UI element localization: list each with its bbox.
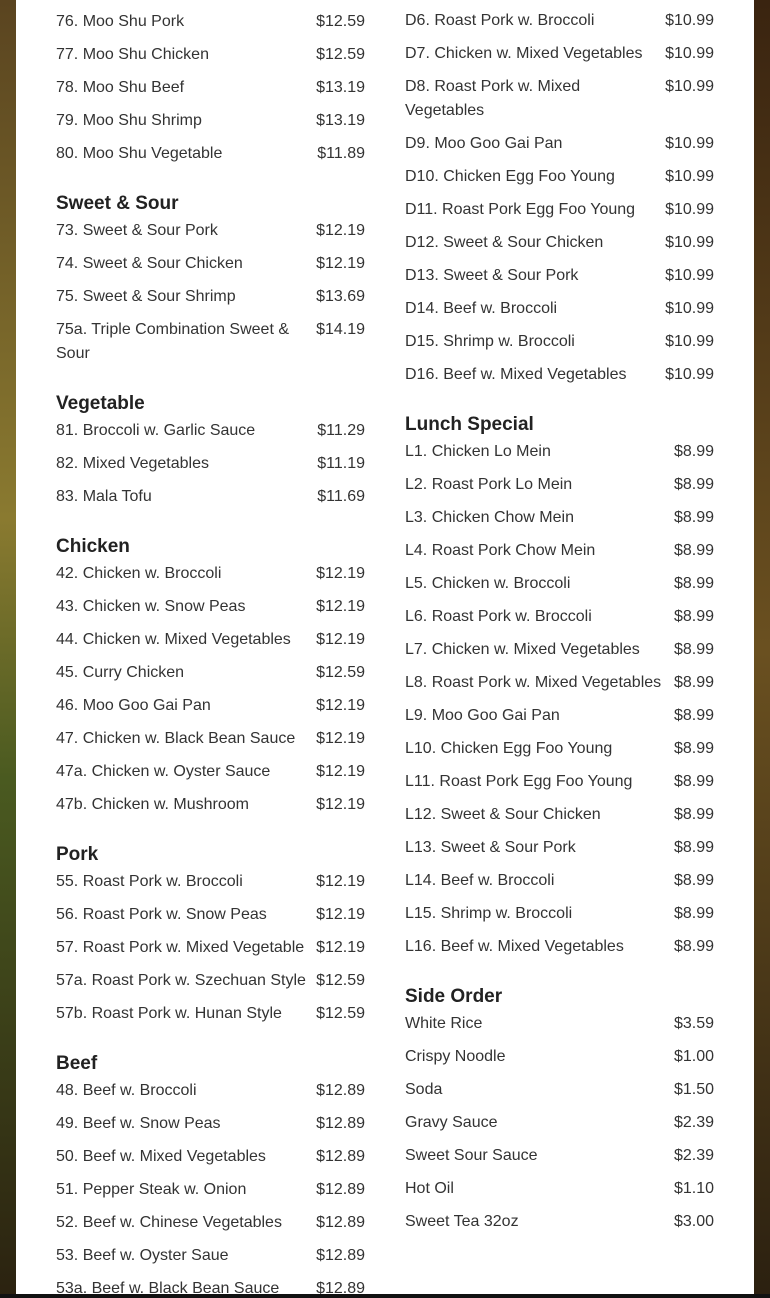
menu-item-price: $11.89: [317, 145, 365, 162]
menu-item-name: L4. Roast Pork Chow Mein: [405, 542, 596, 559]
menu-item-name: D15. Shrimp w. Broccoli: [405, 333, 575, 350]
menu-item-price: $12.19: [316, 873, 365, 890]
menu-item[interactable]: [405, 803, 714, 836]
menu-item-name: 74. Sweet & Sour Chicken: [56, 255, 243, 272]
menu-item-name: D14. Beef w. Broccoli: [405, 300, 558, 317]
background-right: [754, 0, 770, 1298]
menu-item[interactable]: [56, 219, 365, 252]
menu-item-price: $8.99: [673, 674, 714, 691]
menu-item-name: 53a. Beef w. Black Bean Sauce: [56, 1280, 280, 1294]
menu-item-name: 57b. Roast Pork w. Hunan Style: [56, 1005, 282, 1022]
section-title: Sweet & Sour: [56, 193, 179, 214]
menu-section-beef: [56, 1049, 365, 1294]
menu-item-name: 55. Roast Pork w. Broccoli: [56, 873, 243, 890]
menu-item-price: $12.19: [316, 906, 365, 923]
background-left: [0, 0, 16, 1298]
menu-item-price: $12.89: [316, 1148, 365, 1165]
menu-item[interactable]: [405, 132, 714, 165]
menu-item-name: White Rice: [405, 1015, 483, 1032]
menu-item-name: 75. Sweet & Sour Shrimp: [56, 288, 236, 305]
section-title: Beef: [56, 1053, 98, 1074]
menu-section-vegetable: [56, 389, 365, 518]
menu-item-name: D12. Sweet & Sour Chicken: [405, 234, 604, 251]
menu-item[interactable]: [405, 605, 714, 638]
menu-item-price: $1.00: [673, 1048, 714, 1065]
menu-item-price: $14.19: [316, 321, 365, 338]
menu-item[interactable]: [405, 572, 714, 605]
menu-item-name: 48. Beef w. Broccoli: [56, 1082, 197, 1099]
menu-item-price: $12.89: [316, 1115, 365, 1132]
menu-item-price: $10.99: [665, 366, 714, 383]
section-spacer: [405, 0, 714, 9]
menu-item-name: D6. Roast Pork w. Broccoli: [405, 12, 595, 29]
bottom-edge: [0, 1294, 770, 1298]
menu-item-price: $11.29: [317, 422, 365, 439]
menu-item-name: Hot Oil: [405, 1180, 454, 1197]
menu-item-price: $11.19: [317, 455, 365, 472]
menu-item[interactable]: [405, 935, 714, 968]
menu-item-name: 57. Roast Pork w. Mixed Vegetable: [56, 939, 305, 956]
menu-item-price: $12.19: [316, 796, 365, 813]
menu-item-price: $8.99: [673, 905, 714, 922]
menu-item-name: D8. Roast Pork w. Mixed Vegetables: [405, 78, 581, 119]
menu-item-name: 76. Moo Shu Pork: [56, 13, 185, 30]
menu-item[interactable]: [405, 539, 714, 572]
menu-item-price: $12.59: [316, 972, 365, 989]
menu-item-price: $10.99: [665, 300, 714, 317]
menu-item-name: 47a. Chicken w. Oyster Sauce: [56, 763, 271, 780]
menu-item-name: 50. Beef w. Mixed Vegetables: [56, 1148, 266, 1165]
menu-item-name: Crispy Noodle: [405, 1048, 506, 1065]
menu-item-price: $10.99: [665, 135, 714, 152]
menu-item[interactable]: [56, 870, 365, 903]
menu-item[interactable]: [56, 10, 365, 43]
menu-item[interactable]: [405, 1012, 714, 1045]
menu-item-name: L1. Chicken Lo Mein: [405, 443, 551, 460]
menu-item-price: $10.99: [665, 168, 714, 185]
menu-item[interactable]: [56, 1002, 365, 1035]
menu-item-price: $12.19: [316, 697, 365, 714]
menu-item[interactable]: [56, 628, 365, 661]
menu-item[interactable]: [405, 1111, 714, 1144]
menu-item-name: 81. Broccoli w. Garlic Sauce: [56, 422, 256, 439]
menu-item[interactable]: [56, 661, 365, 694]
menu-item-price: $8.99: [673, 938, 714, 955]
menu-item[interactable]: [405, 75, 714, 132]
menu-item-price: $12.19: [316, 222, 365, 239]
menu-item[interactable]: [56, 452, 365, 485]
menu-item-price: $12.89: [316, 1280, 365, 1294]
menu-item-price: $12.89: [316, 1181, 365, 1198]
menu-item-price: $12.19: [316, 255, 365, 272]
menu-item[interactable]: [56, 936, 365, 969]
menu-item-name: D11. Roast Pork Egg Foo Young: [405, 201, 636, 218]
menu-item-name: D13. Sweet & Sour Pork: [405, 267, 579, 284]
menu-item[interactable]: [56, 903, 365, 936]
menu-item[interactable]: [405, 638, 714, 671]
menu-item-name: L14. Beef w. Broccoli: [405, 872, 555, 889]
menu-item[interactable]: [405, 770, 714, 803]
menu-item-name: L3. Chicken Chow Mein: [405, 509, 574, 526]
menu-item-name: L10. Chicken Egg Foo Young: [405, 740, 613, 757]
menu-column-right: [405, 0, 714, 1257]
menu-item-name: 43. Chicken w. Snow Peas: [56, 598, 246, 615]
menu-item[interactable]: [56, 1244, 365, 1277]
menu-item-price: $3.00: [673, 1213, 714, 1230]
menu-item-name: Soda: [405, 1081, 443, 1098]
menu-item-price: $8.99: [673, 476, 714, 493]
menu-item-price: $8.99: [673, 509, 714, 526]
menu-item[interactable]: [405, 42, 714, 75]
menu-item-price: $8.99: [673, 872, 714, 889]
menu-item[interactable]: [56, 318, 365, 375]
menu-item[interactable]: [56, 1211, 365, 1244]
menu-item-name: 51. Pepper Steak w. Onion: [56, 1181, 247, 1198]
menu-item-name: L6. Roast Pork w. Broccoli: [405, 608, 592, 625]
menu-item-price: $13.19: [316, 112, 365, 129]
section-title: Side Order: [405, 986, 503, 1007]
menu-item[interactable]: [56, 1145, 365, 1178]
menu-item-price: $8.99: [673, 707, 714, 724]
menu-item[interactable]: [405, 1210, 714, 1243]
menu-item-name: 57a. Roast Pork w. Szechuan Style: [56, 972, 306, 989]
menu-section-side-order: [405, 982, 714, 1243]
menu-item-price: $8.99: [673, 740, 714, 757]
menu-item-price: $12.89: [316, 1247, 365, 1264]
menu-item[interactable]: [56, 595, 365, 628]
menu-item[interactable]: [405, 363, 714, 396]
menu-item-name: 79. Moo Shu Shrimp: [56, 112, 202, 129]
menu-item[interactable]: [56, 43, 365, 76]
menu-item-price: $2.39: [673, 1147, 714, 1164]
menu-item-price: $10.99: [665, 12, 714, 29]
menu-item-name: D9. Moo Goo Gai Pan: [405, 135, 563, 152]
section-title: Lunch Special: [405, 414, 534, 435]
menu-item[interactable]: [405, 737, 714, 770]
menu-item-name: 80. Moo Shu Vegetable: [56, 145, 223, 162]
menu-item-price: $8.99: [673, 773, 714, 790]
menu-item-name: L2. Roast Pork Lo Mein: [405, 476, 573, 493]
menu-section-sweet-sour: [56, 189, 365, 375]
menu-item-name: 44. Chicken w. Mixed Vegetables: [56, 631, 291, 648]
menu-item-price: $12.89: [316, 1082, 365, 1099]
menu-item-price: $12.19: [316, 565, 365, 582]
menu-item[interactable]: [405, 1144, 714, 1177]
section-spacer: [56, 0, 365, 10]
menu-item-price: $8.99: [673, 542, 714, 559]
menu-item[interactable]: [405, 473, 714, 506]
menu-item-name: D10. Chicken Egg Foo Young: [405, 168, 615, 185]
menu-item[interactable]: [56, 252, 365, 285]
menu-item-price: $12.59: [316, 1005, 365, 1022]
menu-item[interactable]: [405, 1177, 714, 1210]
menu-item-price: $12.19: [316, 763, 365, 780]
menu-item-price: $10.99: [665, 78, 714, 95]
menu-section: [56, 0, 365, 175]
menu-column-left: [56, 0, 365, 1294]
menu-item[interactable]: [56, 485, 365, 518]
menu-item-price: $12.19: [316, 598, 365, 615]
menu-item[interactable]: [405, 1045, 714, 1078]
menu-item-name: 47. Chicken w. Black Bean Sauce: [56, 730, 296, 747]
menu-item-price: $10.99: [665, 267, 714, 284]
menu-item[interactable]: [56, 419, 365, 452]
menu-item-name: Sweet Sour Sauce: [405, 1147, 538, 1164]
menu-item[interactable]: [405, 198, 714, 231]
menu-item-name: Sweet Tea 32oz: [405, 1213, 519, 1230]
menu-item-name: 82. Mixed Vegetables: [56, 455, 209, 472]
menu-item-name: 56. Roast Pork w. Snow Peas: [56, 906, 267, 923]
menu-item[interactable]: [405, 1078, 714, 1111]
menu-item[interactable]: [405, 264, 714, 297]
menu-item-price: $2.39: [673, 1114, 714, 1131]
menu-item-price: $10.99: [665, 45, 714, 62]
menu-item-name: 53. Beef w. Oyster Saue: [56, 1247, 229, 1264]
menu-item-name: L13. Sweet & Sour Pork: [405, 839, 576, 856]
menu-item-price: $8.99: [673, 641, 714, 658]
menu-item[interactable]: [56, 285, 365, 318]
menu-item-name: 45. Curry Chicken: [56, 664, 185, 681]
menu-item-price: $8.99: [673, 575, 714, 592]
menu-item[interactable]: [405, 165, 714, 198]
menu-item-price: $13.69: [316, 288, 365, 305]
menu-item-name: 46. Moo Goo Gai Pan: [56, 697, 211, 714]
menu-item-price: $8.99: [673, 806, 714, 823]
menu-item[interactable]: [405, 836, 714, 869]
menu-item-name: 77. Moo Shu Chicken: [56, 46, 209, 63]
menu-item-name: L8. Roast Pork w. Mixed Vegetables: [405, 674, 662, 691]
menu-section-chicken: [56, 532, 365, 826]
menu-item-name: L7. Chicken w. Mixed Vegetables: [405, 641, 640, 658]
menu-item-price: $10.99: [665, 201, 714, 218]
menu-item-name: L9. Moo Goo Gai Pan: [405, 707, 560, 724]
menu-item-name: L16. Beef w. Mixed Vegetables: [405, 938, 624, 955]
menu-item-name: L12. Sweet & Sour Chicken: [405, 806, 601, 823]
menu-section-pork: [56, 840, 365, 1035]
menu-item-name: L5. Chicken w. Broccoli: [405, 575, 571, 592]
menu-item-name: 78. Moo Shu Beef: [56, 79, 185, 96]
menu-item[interactable]: [56, 760, 365, 793]
menu-item-name: D16. Beef w. Mixed Vegetables: [405, 366, 627, 383]
menu-item-name: Gravy Sauce: [405, 1114, 498, 1131]
menu-item-price: $10.99: [665, 333, 714, 350]
menu-item[interactable]: [405, 231, 714, 264]
menu-item[interactable]: [56, 694, 365, 727]
menu-item[interactable]: [56, 793, 365, 826]
menu-item[interactable]: [405, 440, 714, 473]
menu-item[interactable]: [56, 1178, 365, 1211]
menu-item[interactable]: [56, 76, 365, 109]
menu-item[interactable]: [405, 671, 714, 704]
menu-item-price: $12.19: [316, 730, 365, 747]
menu-item[interactable]: [56, 1277, 365, 1294]
menu-item-price: $10.99: [665, 234, 714, 251]
menu-item-name: 52. Beef w. Chinese Vegetables: [56, 1214, 282, 1231]
menu-item-price: $8.99: [673, 443, 714, 460]
menu-item[interactable]: [405, 330, 714, 363]
menu-item-price: $11.69: [317, 488, 365, 505]
menu-item-name: 47b. Chicken w. Mushroom: [56, 796, 249, 813]
menu-item-price: $12.59: [316, 664, 365, 681]
section-title: Pork: [56, 844, 99, 865]
menu-section-lunch-special: [405, 410, 714, 968]
menu-item[interactable]: [405, 704, 714, 737]
menu-item-name: D7. Chicken w. Mixed Vegetables: [405, 45, 643, 62]
menu-item-name: L11. Roast Pork Egg Foo Young: [405, 773, 633, 790]
section-title: Vegetable: [56, 393, 145, 414]
menu-item-name: 49. Beef w. Snow Peas: [56, 1115, 221, 1132]
menu-item[interactable]: [56, 109, 365, 142]
menu-item[interactable]: [56, 969, 365, 1002]
menu-item-price: $12.59: [316, 46, 365, 63]
menu-item[interactable]: [405, 869, 714, 902]
menu-item-price: $12.19: [316, 939, 365, 956]
menu-item[interactable]: [56, 562, 365, 595]
menu-item[interactable]: [405, 297, 714, 330]
section-title: Chicken: [56, 536, 130, 557]
menu-item-price: $12.89: [316, 1214, 365, 1231]
menu-item[interactable]: [405, 902, 714, 935]
menu-panel: [16, 0, 754, 1294]
menu-item-price: $12.59: [316, 13, 365, 30]
menu-item-price: $8.99: [673, 839, 714, 856]
menu-item[interactable]: [56, 1079, 365, 1112]
menu-item-name: 83. Mala Tofu: [56, 488, 152, 505]
menu-item-price: $12.19: [316, 631, 365, 648]
menu-item-name: L15. Shrimp w. Broccoli: [405, 905, 573, 922]
menu-item-price: $8.99: [673, 608, 714, 625]
menu-item[interactable]: [56, 1112, 365, 1145]
menu-item-price: $13.19: [316, 79, 365, 96]
menu-item[interactable]: [405, 506, 714, 539]
menu-section: [405, 0, 714, 396]
menu-item-name: 73. Sweet & Sour Pork: [56, 222, 218, 239]
menu-item-price: $1.50: [673, 1081, 714, 1098]
menu-item-name: 75a. Triple Combination Sweet & Sour: [56, 321, 290, 362]
menu-item-price: $3.59: [673, 1015, 714, 1032]
menu-item[interactable]: [405, 9, 714, 42]
menu-item[interactable]: [56, 142, 365, 175]
menu-item-name: 42. Chicken w. Broccoli: [56, 565, 222, 582]
menu-item[interactable]: [56, 727, 365, 760]
menu-item-price: $1.10: [673, 1180, 714, 1197]
